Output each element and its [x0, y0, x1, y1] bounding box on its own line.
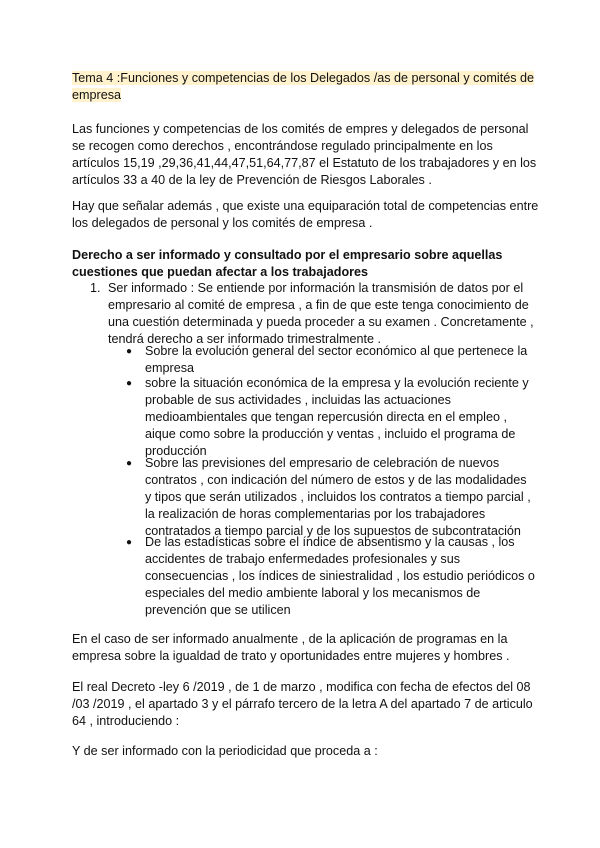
intro-paragraph: Las funciones y competencias de los comités de empres y delegados de personal se recogen como derechos , encontrándose regulado principalmente en los artículos 15,19 ,29,36,41,44,47,51,64,77,87 el Estatuto de los trabajadores y en los artículos 33 a 40 de la ley de Prevención de Riesgos Laborales .: [72, 122, 537, 187]
bullet-icon: ●: [126, 458, 133, 469]
bullet-icon: ●: [126, 346, 133, 357]
bullet-text: sobre la situación económica de la empresa y la evolución reciente y probable de sus actividades , incluidas las actuaciones medioambientales que tengan repercusión directa en el empleo , aique como sobre la producción y ventas , incluido el programa de producción: [145, 376, 529, 458]
decreto-paragraph: El real Decreto -ley 6 /2019 , de 1 de marzo , modifica con fecha de efectos del 08 /03 /2019 , el apartado 3 y el párrafo tercero de la letra A del apartado 7 de articulo 64 , introduciendo :: [72, 680, 533, 728]
bullet-text: Sobre las previsiones del empresario de celebración de nuevos contratos , con indicación del número de estos y de las modalidades y tipos que serán utilizados , incluidos los contratos a tiempo parcial , la realización de horas complementarias por los trabajadores contratados a tiempo parcial y de los supuestos de subcontratación: [145, 456, 531, 538]
document-title: [72, 70, 542, 104]
anual-paragraph: En el caso de ser informado anualmente , de la aplicación de programas en la empresa sobre la igualdad de trato y oportunidades entre mujeres y hombres .: [72, 632, 510, 663]
periodicidad-paragraph: Y de ser informado con la periodicidad que proceda a :: [72, 744, 378, 758]
bullet-icon: ●: [126, 537, 133, 548]
title-highlight: Tema 4 :Funciones y competencias de los Delegados /as de personal y comités de empresa: [72, 71, 535, 102]
numbered-item-text: Ser informado : Se entiende por información la transmisión de datos por el empresario al comité de empresa , a fin de que este tenga conocimiento de una cuestión determinada y pueda proceder a su examen . Concretamente , tendrá derecho a ser informado trimestralmente .: [108, 281, 534, 346]
section-heading: Derecho a ser informado y consultado por el empresario sobre aquellas cuestiones que puedan afectar a los trabajadores: [72, 248, 503, 279]
list-number: 1.: [90, 281, 101, 295]
bullet-icon: ●: [126, 378, 133, 389]
bullet-text: Sobre la evolución general del sector económico al que pertenece la empresa: [145, 344, 528, 375]
bullet-text: De las estadísticas sobre el índice de absentismo y la causas , los accidentes de trabajo enfermedades profesionales y sus consecuencias , los índices de siniestralidad , los estudio periódicos o especiales del medio ambiente laboral y los mecanismos de prevención que se utilicen: [145, 535, 535, 617]
equiparacion-paragraph: Hay que señalar además , que existe una equiparación total de competencias entre los delegados de personal y los comités de empresa .: [72, 199, 539, 230]
